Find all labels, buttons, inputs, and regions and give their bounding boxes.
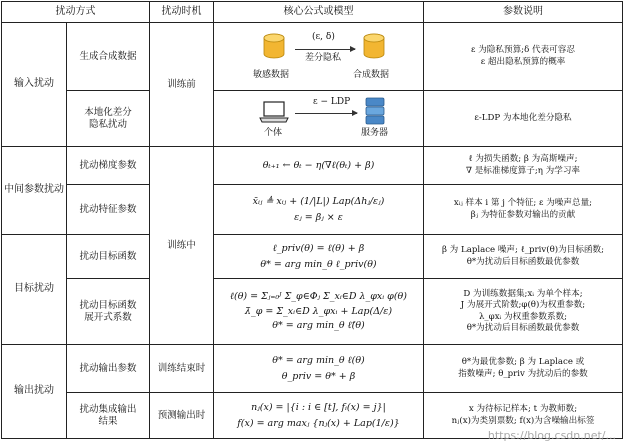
laptop-icon [259,101,289,123]
row-ensemble-desc: x 为待标记样本; t 为教师数; nⱼ(x)为类别票数; f(x)为含噪输出标签 [424,393,623,439]
server-label: 服务器 [361,127,389,138]
row-ldp-name: 本地化差分 隐私扰动 [67,91,150,147]
row-gen-name: 生成合成数据 [67,23,150,91]
row-obj-desc: β 为 Laplace 噪声; ℓ_priv(θ)为目标函数; θ*为扰动后目标函数最优参数 [424,235,623,279]
group-input: 输入扰动 [2,23,67,147]
row-ldp-desc: ε-LDP 为本地化差分隐私 [424,91,623,147]
server-icon [365,97,385,125]
privacy-params-label: (ε, δ) [312,31,335,42]
dp-method-label: 差分隐私 [305,52,342,63]
database-icon [263,33,285,59]
row-gen-formula [214,23,424,91]
row-expand-formula: ℓ(θ) = Σⱼ₌₀ᴶ Σ_φ∈Φⱼ Σ_xᵢ∈D λ_φxᵢ φ(θ) λ̄_φ = Σ_xᵢ∈D λ_φxᵢ + Lap(Δ/ε) θ* = arg min_θ ℓ̂(θ) [214,279,424,345]
row-feat-name: 扰动特征参数 [67,185,150,235]
header-formula: 核心公式或模型 [214,2,424,23]
row-expand-name: 扰动目标函数 展开式系数 [67,279,150,345]
group-output: 输出扰动 [2,345,67,439]
timing-pre: 训练前 [150,23,214,147]
timing-end: 训练结束时 [150,345,214,393]
row-feat-formula: x̄ᵢⱼ ≜ xᵢⱼ + (1/|L|) Lap(Δhⱼ/εⱼ) εⱼ = βⱼ × ε [214,185,424,235]
watermark: https://blog.csdn.net/... [487,429,616,442]
row-ensemble-formula: nⱼ(x) = |{i : i ∈ [t], fᵢ(x) = j}| f(x) = arg maxⱼ {nⱼ(x) + Lap(1/ε)} [214,393,424,439]
timing-pred: 预测输出时 [150,393,214,439]
timing-mid: 训练中 [150,147,214,345]
row-obj-formula: ℓ_priv(θ) = ℓ(θ) + β θ* = arg min_θ ℓ_priv(θ) [214,235,424,279]
individual-label: 个体 [264,127,283,138]
group-middle: 中间参数扰动 [2,147,67,235]
ldp-label: ε − LDP [313,96,351,107]
header-params: 参数说明 [424,2,623,23]
perturbation-table [1,1,623,439]
row-feat-desc: xᵢⱼ 样本 i 第 j 个特征; ε 为噪声总量; βⱼ 为特征参数对输出的贡献 [424,185,623,235]
row-ensemble-name: 扰动集成输出 结果 [67,393,150,439]
row-outparam-desc: θ*为最优参数; β 为 Laplace 或 指数噪声; θ_priv 为扰动后的参数 [424,345,623,393]
arrow-icon [295,113,357,114]
row-expand-desc: D 为训练数据集;xᵢ 为单个样本; J 为展开式阶数;φ(θ)为权重参数; λ_φxᵢ 为权重参数系数; θ*为扰动后目标函数最优参数 [424,279,623,345]
group-target: 目标扰动 [2,235,67,345]
synthetic-data-diagram [215,27,422,87]
ldp-diagram [215,93,422,145]
row-ldp-formula [214,91,424,147]
row-grad-desc: ℓ 为损失函数; β 为高斯噪声; ∇ 是标准梯度算子;η 为学习率 [424,147,623,185]
row-outparam-formula: θ* = arg min_θ ℓ(θ) θ_priv = θ* + β [214,345,424,393]
sensitive-data-label: 敏感数据 [253,69,290,80]
header-method: 扰动方式 [2,2,150,23]
row-outparam-name: 扰动输出参数 [67,345,150,393]
database-icon [363,33,385,59]
row-gen-desc: ε 为隐私预算;δ 代表可容忍 ε 超出隐私预算的概率 [424,23,623,91]
row-grad-name: 扰动梯度参数 [67,147,150,185]
arrow-icon [295,49,355,50]
row-obj-name: 扰动目标函数 [67,235,150,279]
row-grad-formula: θₜ₊₁ ← θₜ − η(∇ℓ(θₜ) + β) [214,147,424,185]
header-timing: 扰动时机 [150,2,214,23]
synthetic-data-label: 合成数据 [353,69,390,80]
